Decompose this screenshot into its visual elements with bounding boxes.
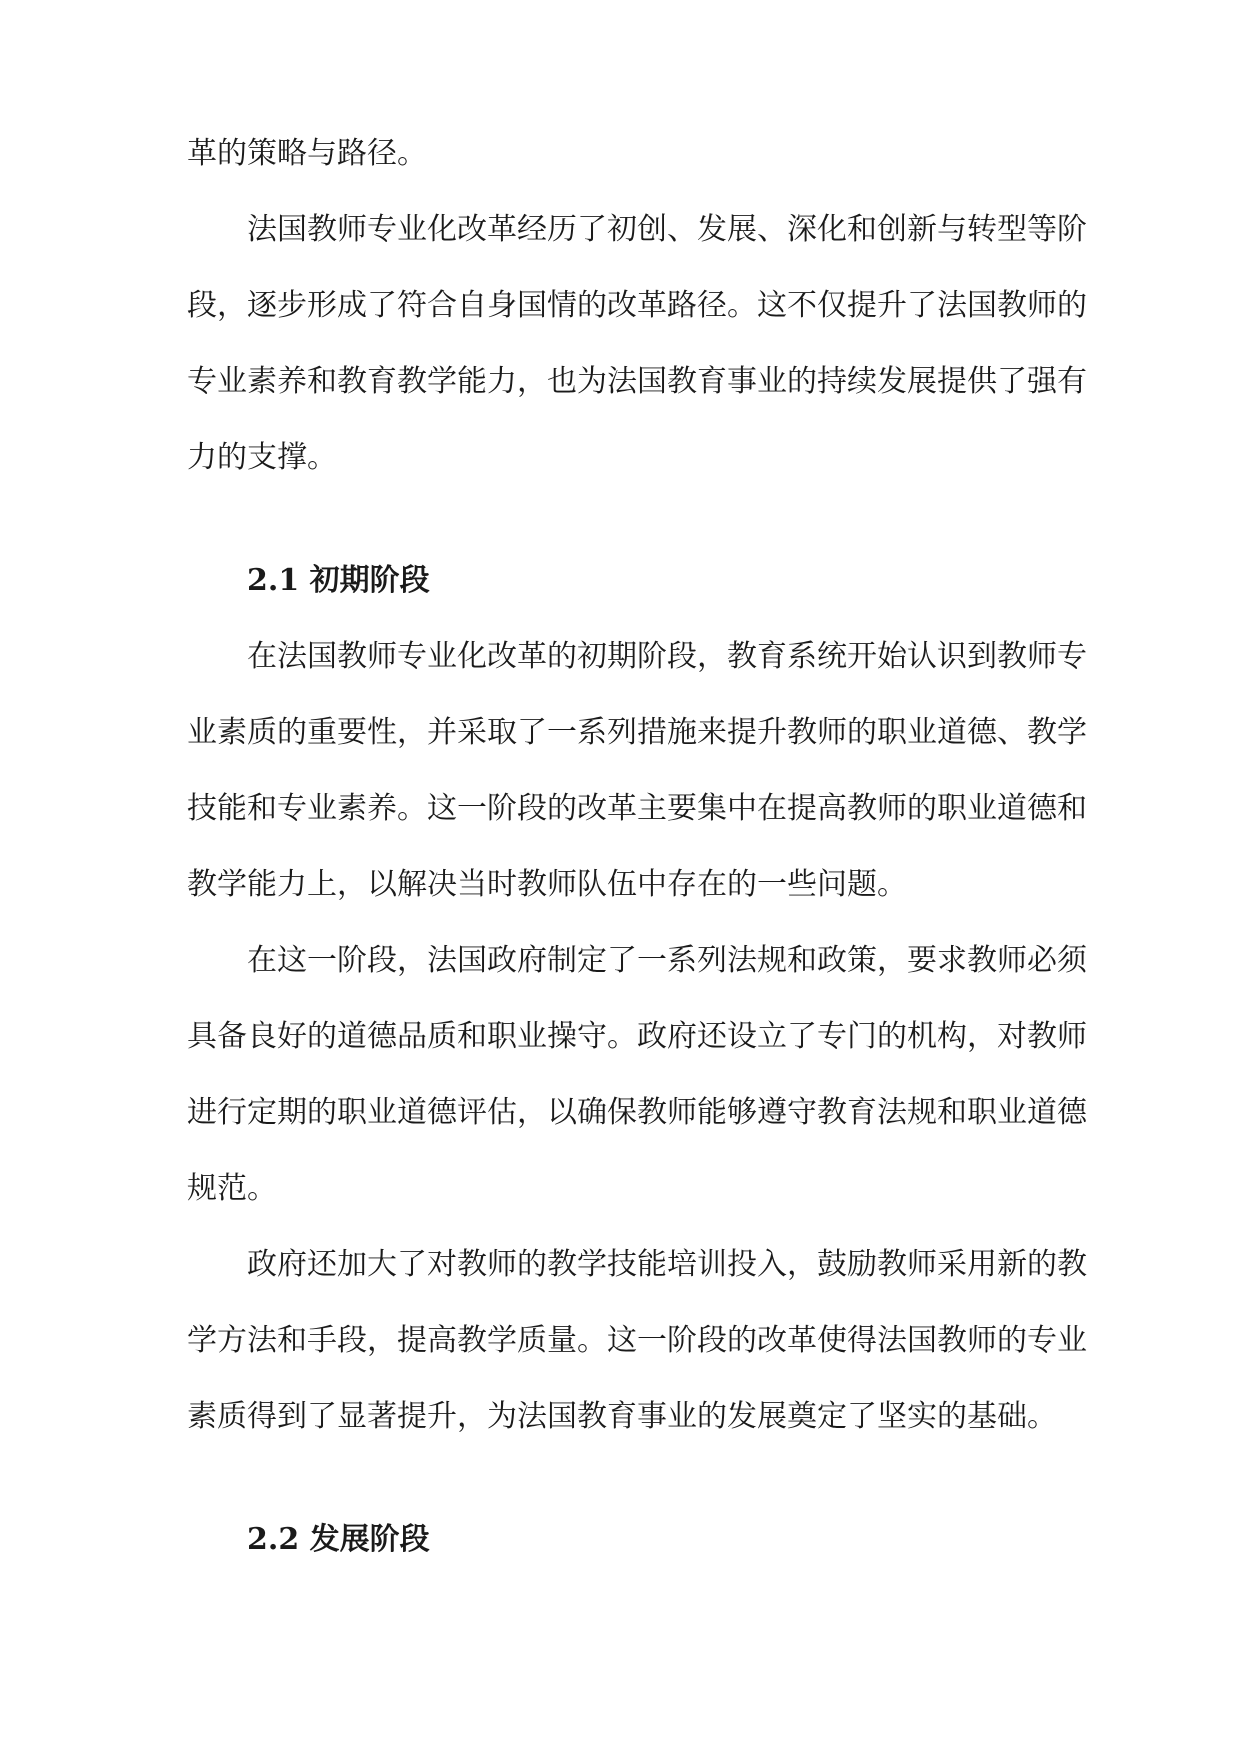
section-heading-2-1: 2.1 初期阶段 [247, 563, 430, 598]
paragraph-line: 规范。 [187, 1171, 277, 1206]
paragraph-line: 政府还加大了对教师的教学技能培训投入，鼓励教师采用新的教 [247, 1247, 1087, 1282]
paragraph-line: 在法国教师专业化改革的初期阶段，教育系统开始认识到教师专 [247, 639, 1087, 674]
paragraph-line: 革的策略与路径。 [187, 136, 427, 171]
paragraph-line: 教学能力上，以解决当时教师队伍中存在的一些问题。 [187, 867, 907, 902]
paragraph-line: 素质得到了显著提升，为法国教育事业的发展奠定了坚实的基础。 [187, 1399, 1057, 1434]
paragraph-line: 学方法和手段，提高教学质量。这一阶段的改革使得法国教师的专业 [187, 1323, 1087, 1358]
section-heading-2-2: 2.2 发展阶段 [247, 1522, 430, 1557]
paragraph-line: 进行定期的职业道德评估，以确保教师能够遵守教育法规和职业道德 [187, 1095, 1087, 1130]
paragraph-line: 专业素养和教育教学能力，也为法国教育事业的持续发展提供了强有 [187, 364, 1087, 399]
paragraph-line: 法国教师专业化改革经历了初创、发展、深化和创新与转型等阶 [247, 212, 1087, 247]
paragraph-line: 技能和专业素养。这一阶段的改革主要集中在提高教师的职业道德和 [187, 791, 1087, 826]
paragraph-line: 段，逐步形成了符合自身国情的改革路径。这不仅提升了法国教师的 [187, 288, 1087, 323]
paragraph-line: 力的支撑。 [187, 440, 337, 475]
paragraph-line: 具备良好的道德品质和职业操守。政府还设立了专门的机构，对教师 [187, 1019, 1087, 1054]
paragraph-line: 在这一阶段，法国政府制定了一系列法规和政策，要求教师必须 [247, 943, 1087, 978]
paragraph-line: 业素质的重要性，并采取了一系列措施来提升教师的职业道德、教学 [187, 715, 1087, 750]
